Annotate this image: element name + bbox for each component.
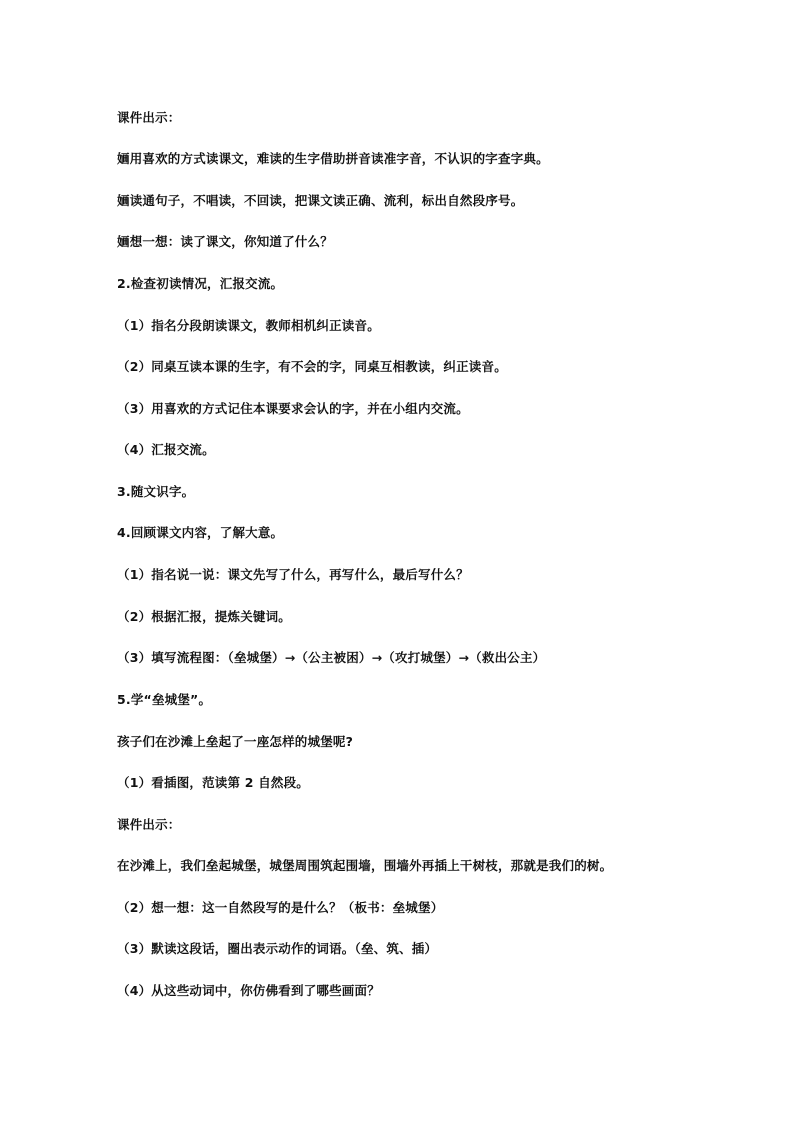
- section-heading-2: 2.检查初读情况，汇报交流。: [117, 276, 284, 291]
- text-line-2: 婳用喜欢的方式读课文，难读的生字借助拼音读准字音，不认识的字查字典。: [117, 151, 549, 166]
- text-line-1: 课件出示：: [117, 110, 181, 125]
- section-heading-3: 3.随文识字。: [117, 484, 195, 499]
- text-line-21: （3）默读这段话，圈出表示动作的词语。（垒、筑、插）: [117, 941, 438, 956]
- text-line-8: （3）用喜欢的方式记住本课要求会认的字，并在小组内交流。: [117, 401, 469, 416]
- text-line-22: （4）从这些动词中，你仿佛看到了哪些画面？: [117, 983, 380, 998]
- text-line-3: 婳读通句子，不唱读，不回读，把课文读正确、流利，标出自然段序号。: [117, 193, 524, 208]
- text-line-19: 在沙滩上，我们垒起城堡，城堡周围筑起围墙，围墙外再插上干树枝，那就是我们的树。: [117, 858, 613, 873]
- text-line-14: （3）填写流程图：（垒城堡）→（公主被困）→（攻打城堡）→（救出公主）: [117, 650, 546, 665]
- text-line-6: （1）指名分段朗读课文，教师相机纠正读音。: [117, 318, 380, 333]
- text-line-9: （4）汇报交流。: [117, 442, 215, 457]
- text-line-16: 孩子们在沙滩上垒起了一座怎样的城堡呢?: [117, 734, 354, 749]
- section-heading-5: 5.学“垒城堡”。: [117, 692, 212, 707]
- section-heading-4: 4.回顾课文内容，了解大意。: [117, 525, 284, 540]
- text-line-12: （1）指名说一说：课文先写了什么，再写什么，最后写什么？: [117, 567, 469, 582]
- text-line-17: （1）看插图，范读第 2 自然段。: [117, 775, 309, 790]
- text-line-13: （2）根据汇报，提炼关键词。: [117, 609, 291, 624]
- text-line-7: （2）同桌互读本课的生字，有不会的字，同桌互相教读，纠正读音。: [117, 359, 507, 374]
- text-line-20: （2）想一想：这一自然段写的是什么？（板书：垒城堡）: [117, 900, 444, 915]
- text-line-4: 婳想一想：读了课文，你知道了什么？: [117, 234, 333, 249]
- text-line-18: 课件出示：: [117, 817, 181, 832]
